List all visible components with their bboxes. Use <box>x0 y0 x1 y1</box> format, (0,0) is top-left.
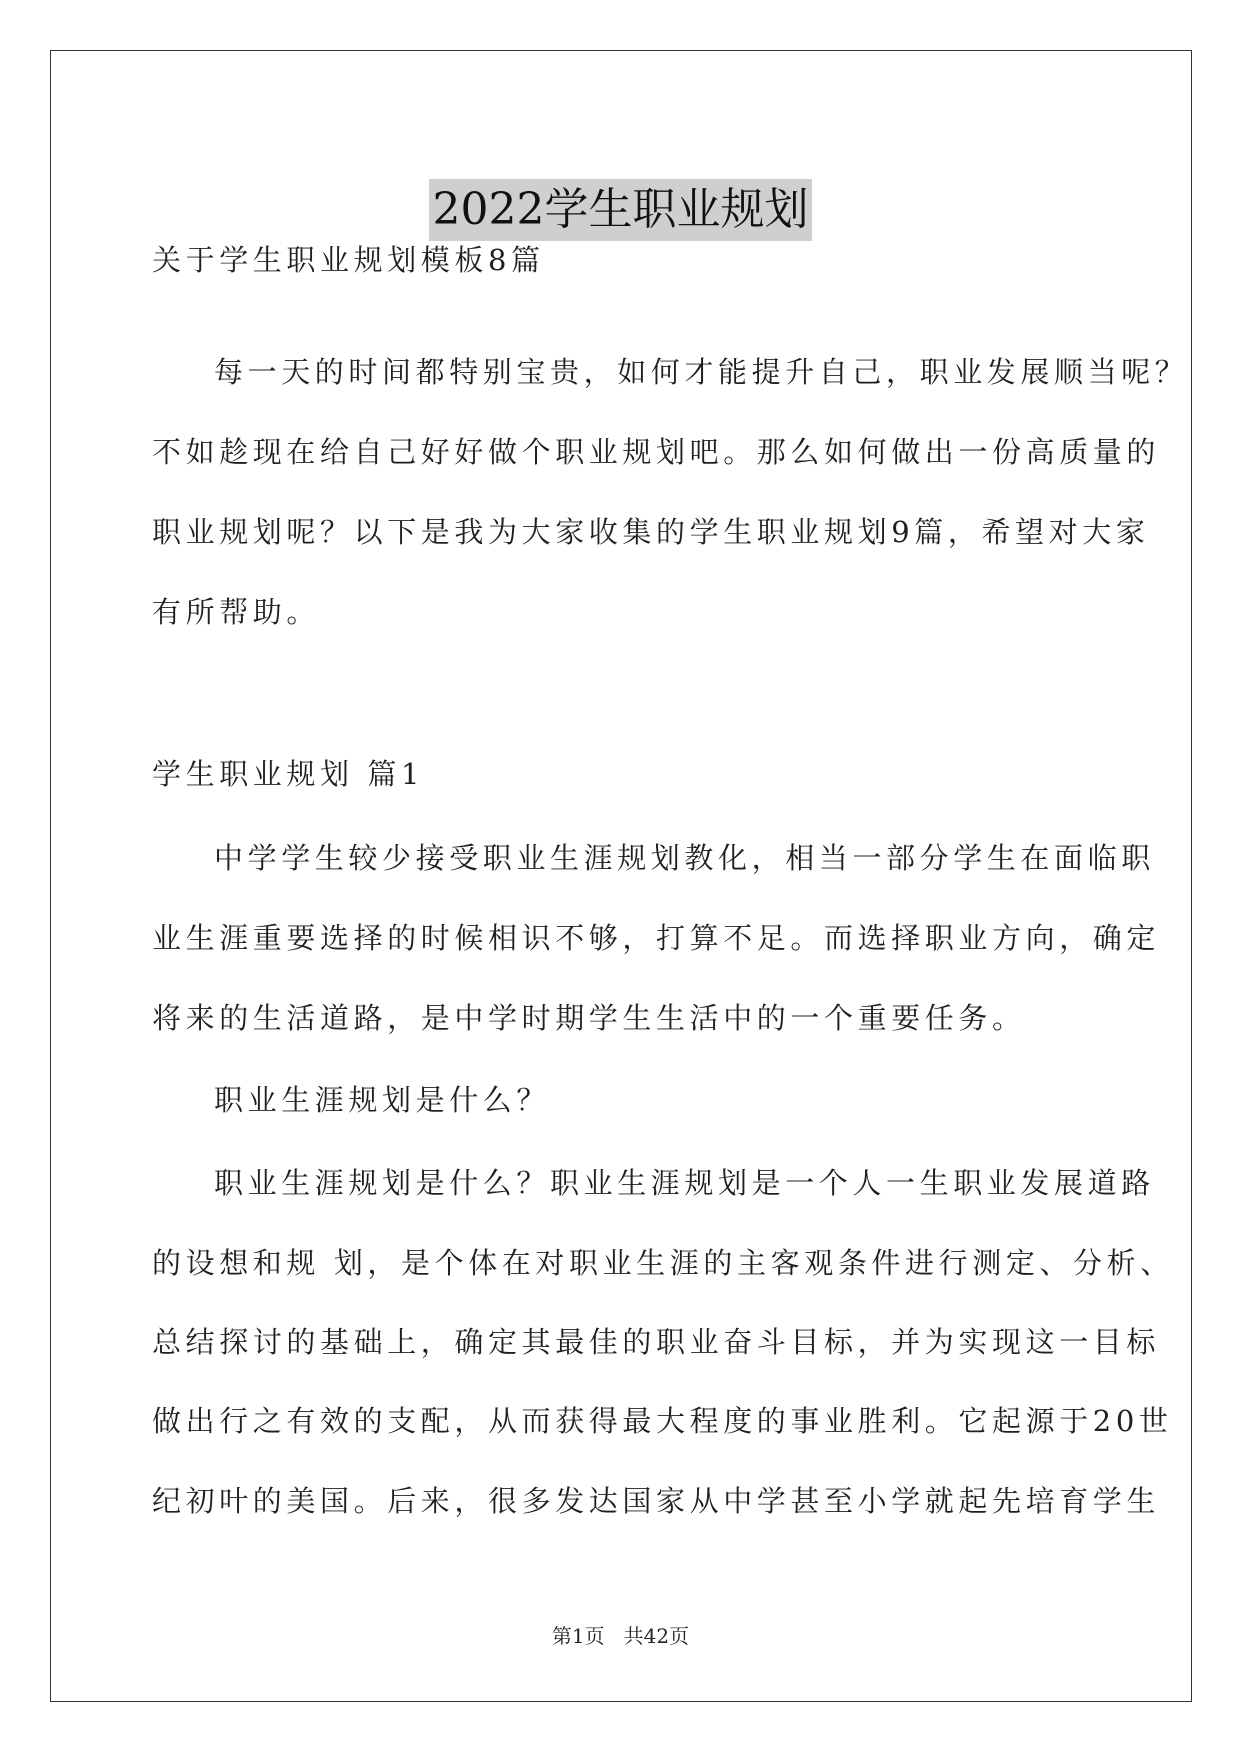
page-number: 第1页 共42页 <box>551 1624 690 1648</box>
paragraph-line: 将来的生活道路，是中学时期学生生活中的一个重要任务。 <box>152 1001 1026 1035</box>
intro-line: 职业规划呢？以下是我为大家收集的学生职业规划9篇，希望对大家 <box>152 515 1150 549</box>
paragraph-line: 业生涯重要选择的时候相识不够，打算不足。而选择职业方向，确定 <box>152 921 1161 955</box>
paragraph-line: 的设想和规 划，是个体在对职业生涯的主客观条件进行测定、分析、 <box>152 1246 1174 1280</box>
paragraph-line: 职业生涯规划是什么？职业生涯规划是一个人一生职业发展道路 <box>214 1166 1155 1200</box>
question-line: 职业生涯规划是什么？ <box>214 1083 551 1117</box>
document-title: 2022学生职业规划 <box>429 179 813 241</box>
intro-line: 不如趁现在给自己好好做个职业规划吧。那么如何做出一份高质量的 <box>152 435 1161 469</box>
intro-line: 每一天的时间都特别宝贵，如何才能提升自己，职业发展顺当呢？ <box>214 355 1189 389</box>
intro-line: 有所帮助。 <box>152 595 321 629</box>
paragraph-line: 总结探讨的基础上，确定其最佳的职业奋斗目标，并为实现这一目标 <box>152 1325 1161 1359</box>
paragraph-line: 做出行之有效的支配，从而获得最大程度的事业胜利。它起源于20世 <box>152 1404 1173 1438</box>
document-subtitle: 关于学生职业规划模板8篇 <box>152 243 545 277</box>
section-heading: 学生职业规划 篇1 <box>152 757 425 791</box>
paragraph-line: 中学学生较少接受职业生涯规划教化，相当一部分学生在面临职 <box>214 841 1155 875</box>
paragraph-line: 纪初叶的美国。后来，很多发达国家从中学甚至小学就起先培育学生 <box>152 1484 1161 1518</box>
